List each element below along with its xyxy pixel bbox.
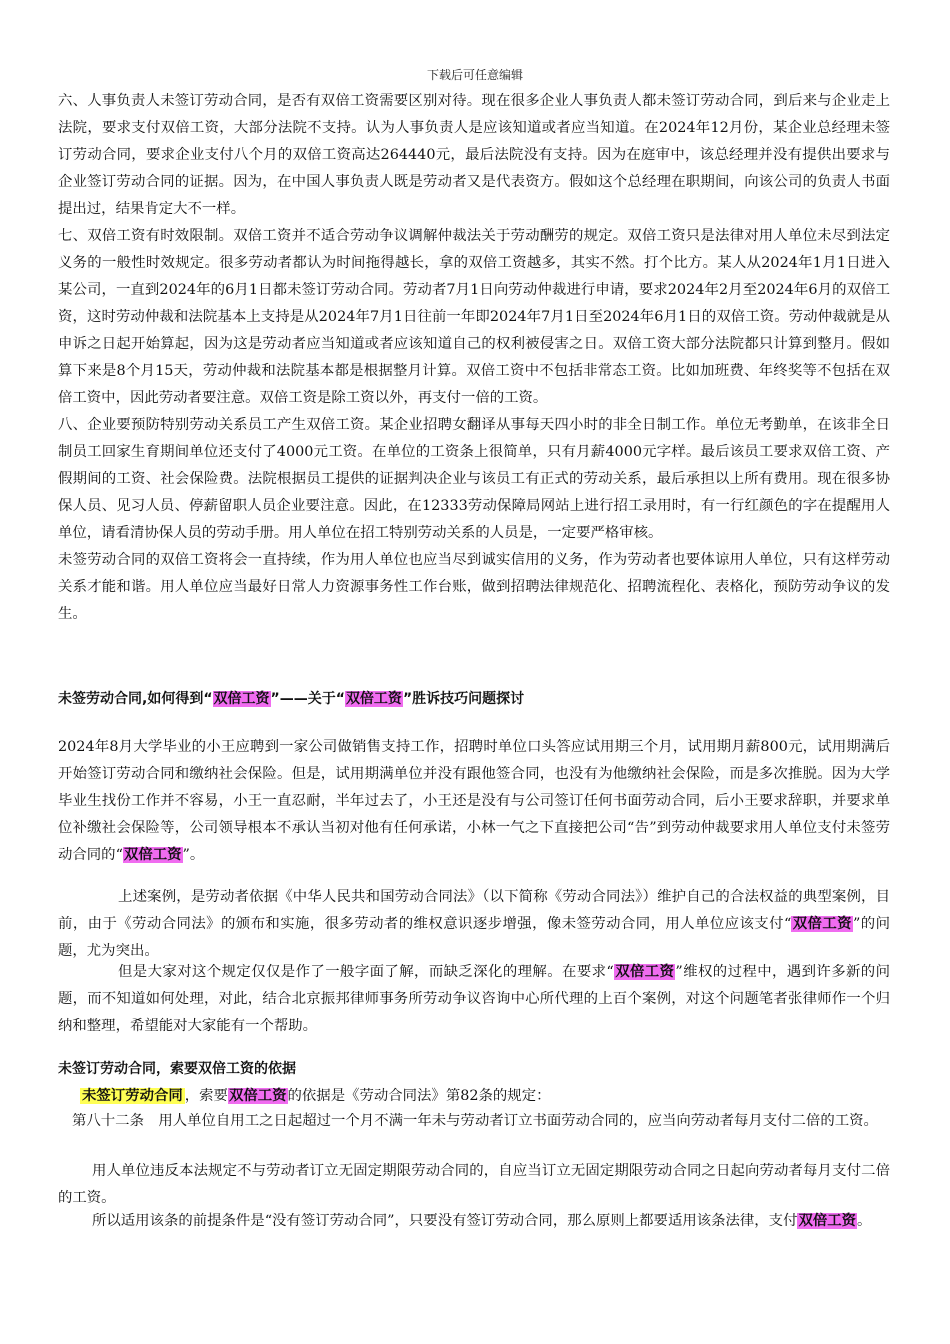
section-heading: 未签订劳动合同，索要双倍工资的依据: [58, 1061, 296, 1077]
article-title: 未签劳动合同,如何得到“双倍工资”——关于“双倍工资”胜诉技巧问题探讨: [58, 691, 525, 707]
paragraph-seven: 七、双倍工资有时效限制。双倍工资并不适合劳动争议调解仲裁法关于劳动酬劳的规定。双倍工资只是法律对用人单位未尽到法定义务的一般性时效规定。很多劳动者都认为时间拖得越长，拿的双倍工资越多，其实不然。打个比方。某人从2024年1月1日进入某公司，一直到2024年的6月1日都未签订劳动合同。劳动者7月1日向劳动仲裁进行申请，要求2024年2月至2024年6月的双倍工资，这时劳动仲裁和法院基本上支持是从2024年7月1日往前一年即2024年7月1日至2024年6月1日的双倍工资。劳动仲裁就是从申诉之日起开始算起，因为这是劳动者应当知道或者应该知道自己的权利被侵害之日。双倍工资大部分法院都只计算到整月。假如算下来是8个月15天，劳动仲裁和法院基本都是根据整月计算。双倍工资中不包括非常态工资。比如加班费、年终奖等不包括在双倍工资中，因此劳动者要注意。双倍工资是除工资以外，再支付一倍的工资。: [58, 228, 890, 406]
top-paragraphs: [58, 88, 890, 628]
paragraph-eight: 八、企业要预防特别劳动关系员工产生双倍工资。某企业招聘女翻译从事每天四小时的非全日制工作。单位无考勤单，在该非全日制员工回家生育期间单位还支付了4000元工资。在单位的工资条上很简单，只有月薪4000元字样。最后该员工要求双倍工资、产假期间的工资、社会保险费。法院根据员工提供的证据判决企业与该员工有正式的劳动关系，最后承担以上所有费用。现在很多协保人员、见习人员、停薪留职人员企业要注意。因此，在12333劳动保障局网站上进行招工录用时，有一行红颜色的字在提醒用人单位，请看清协保人员的劳动手册。用人单位在招工特别劳动关系的人员是，一定要严格审核。: [58, 417, 890, 541]
intro-paragraph-2: 但是大家对这个规定仅仅是作了一般字面了解，而缺乏深化的理解。在要求“双倍工资”维权的过程中，遇到许多新的问题，而不知道如何处理，对此，结合北京振邦律师事务所劳动争议咨询中心所代理的上百个案例，对这个问题笔者张律师作一个归纳和整理，希望能对大家能有一个帮助。: [58, 964, 890, 1034]
highlight-double-wage: 双倍工资: [345, 691, 402, 707]
page-header: 下载后可任意编辑: [426, 68, 523, 82]
highlight-double-wage: 双倍工资: [228, 1088, 287, 1104]
highlight-double-wage: 双倍工资: [614, 964, 675, 980]
highlight-unsigned-contract: 未签订劳动合同: [82, 1088, 183, 1104]
highlight-double-wage: 双倍工资: [792, 916, 852, 932]
article-82: 第八十二条 用人单位自用工之日起超过一个月不满一年未与劳动者订立书面劳动合同的，应当向劳动者每月支付二倍的工资。: [72, 1113, 878, 1129]
highlight-double-wage: 双倍工资: [123, 847, 182, 863]
basis-paragraph: 未签订劳动合同 ，索要双倍工资的依据是《劳动合同法》第82条的规定：: [82, 1088, 551, 1104]
article-82-clause-2: 用人单位违反本法规定不与劳动者订立无固定期限劳动合同的，自应当订立无固定期限劳动合同之日起向劳动者每月支付二倍的工资。: [58, 1163, 890, 1206]
case-paragraph: 2024年8月大学毕业的小王应聘到一家公司做销售支持工作，招聘时单位口头答应试用期三个月，试用期月薪800元，试用期满后开始签订劳动合同和缴纳社会保险。但是，试用期满单位并没有跟他签合同，也没有为他缴纳社会保险，而是多次推脱。因为大学毕业生找份工作并不容易，小王一直忍耐，半年过去了，小王还是没有与公司签订任何书面劳动合同，后小王要求辞职，并要求单位补缴社会保险等，公司领导根本不承认当初对他有任何承诺，小林一气之下直接把公司“告”到劳动仲裁要求用人单位支付未签劳动合同的“双倍工资”。: [58, 739, 890, 863]
highlight-double-wage: 双倍工资: [798, 1213, 857, 1229]
conclusion-paragraph: 所以适用该条的前提条件是“没有签订劳动合同”，只要没有签订劳动合同，那么原则上都要适用该条法律，支付双倍工资。: [92, 1213, 872, 1229]
paragraph-conclusion: 未签劳动合同的双倍工资将会一直持续，作为用人单位也应当尽到诚实信用的义务，作为劳动者也要体谅用人单位，只有这样劳动关系才能和谐。用人单位应当最好日常人力资源事务性工作台账，做到招聘法律规范化、招聘流程化、表格化，预防劳动争议的发生。: [58, 552, 890, 622]
highlight-double-wage: 双倍工资: [213, 691, 270, 707]
paragraph-six: 六、人事负责人未签订劳动合同，是否有双倍工资需要区别对待。现在很多企业人事负责人都未签订劳动合同，到后来与企业走上法院，要求支付双倍工资，大部分法院不支持。认为人事负责人是应该知道或者应当知道。在2024年12月份，某企业总经理未签订劳动合同，要求企业支付八个月的双倍工资高达264440元，最后法院没有支持。因为在庭审中，该总经理并没有提供出要求与企业签订劳动合同的证据。因为，在中国人事负责人既是劳动者又是代表资方。假如这个总经理在职期间，向该公司的负责人书面提出过，结果肯定大不一样。: [58, 93, 890, 217]
intro-paragraph-1: 上述案例，是劳动者依据《中华人民共和国劳动合同法》（以下简称《劳动合同法》）维护自己的合法权益的典型案例，目前，由于《劳动合同法》的颁布和实施，很多劳动者的维权意识逐步增强，像未签劳动合同，用人单位应该支付“双倍工资”的问题，尤为突出。: [58, 889, 890, 959]
